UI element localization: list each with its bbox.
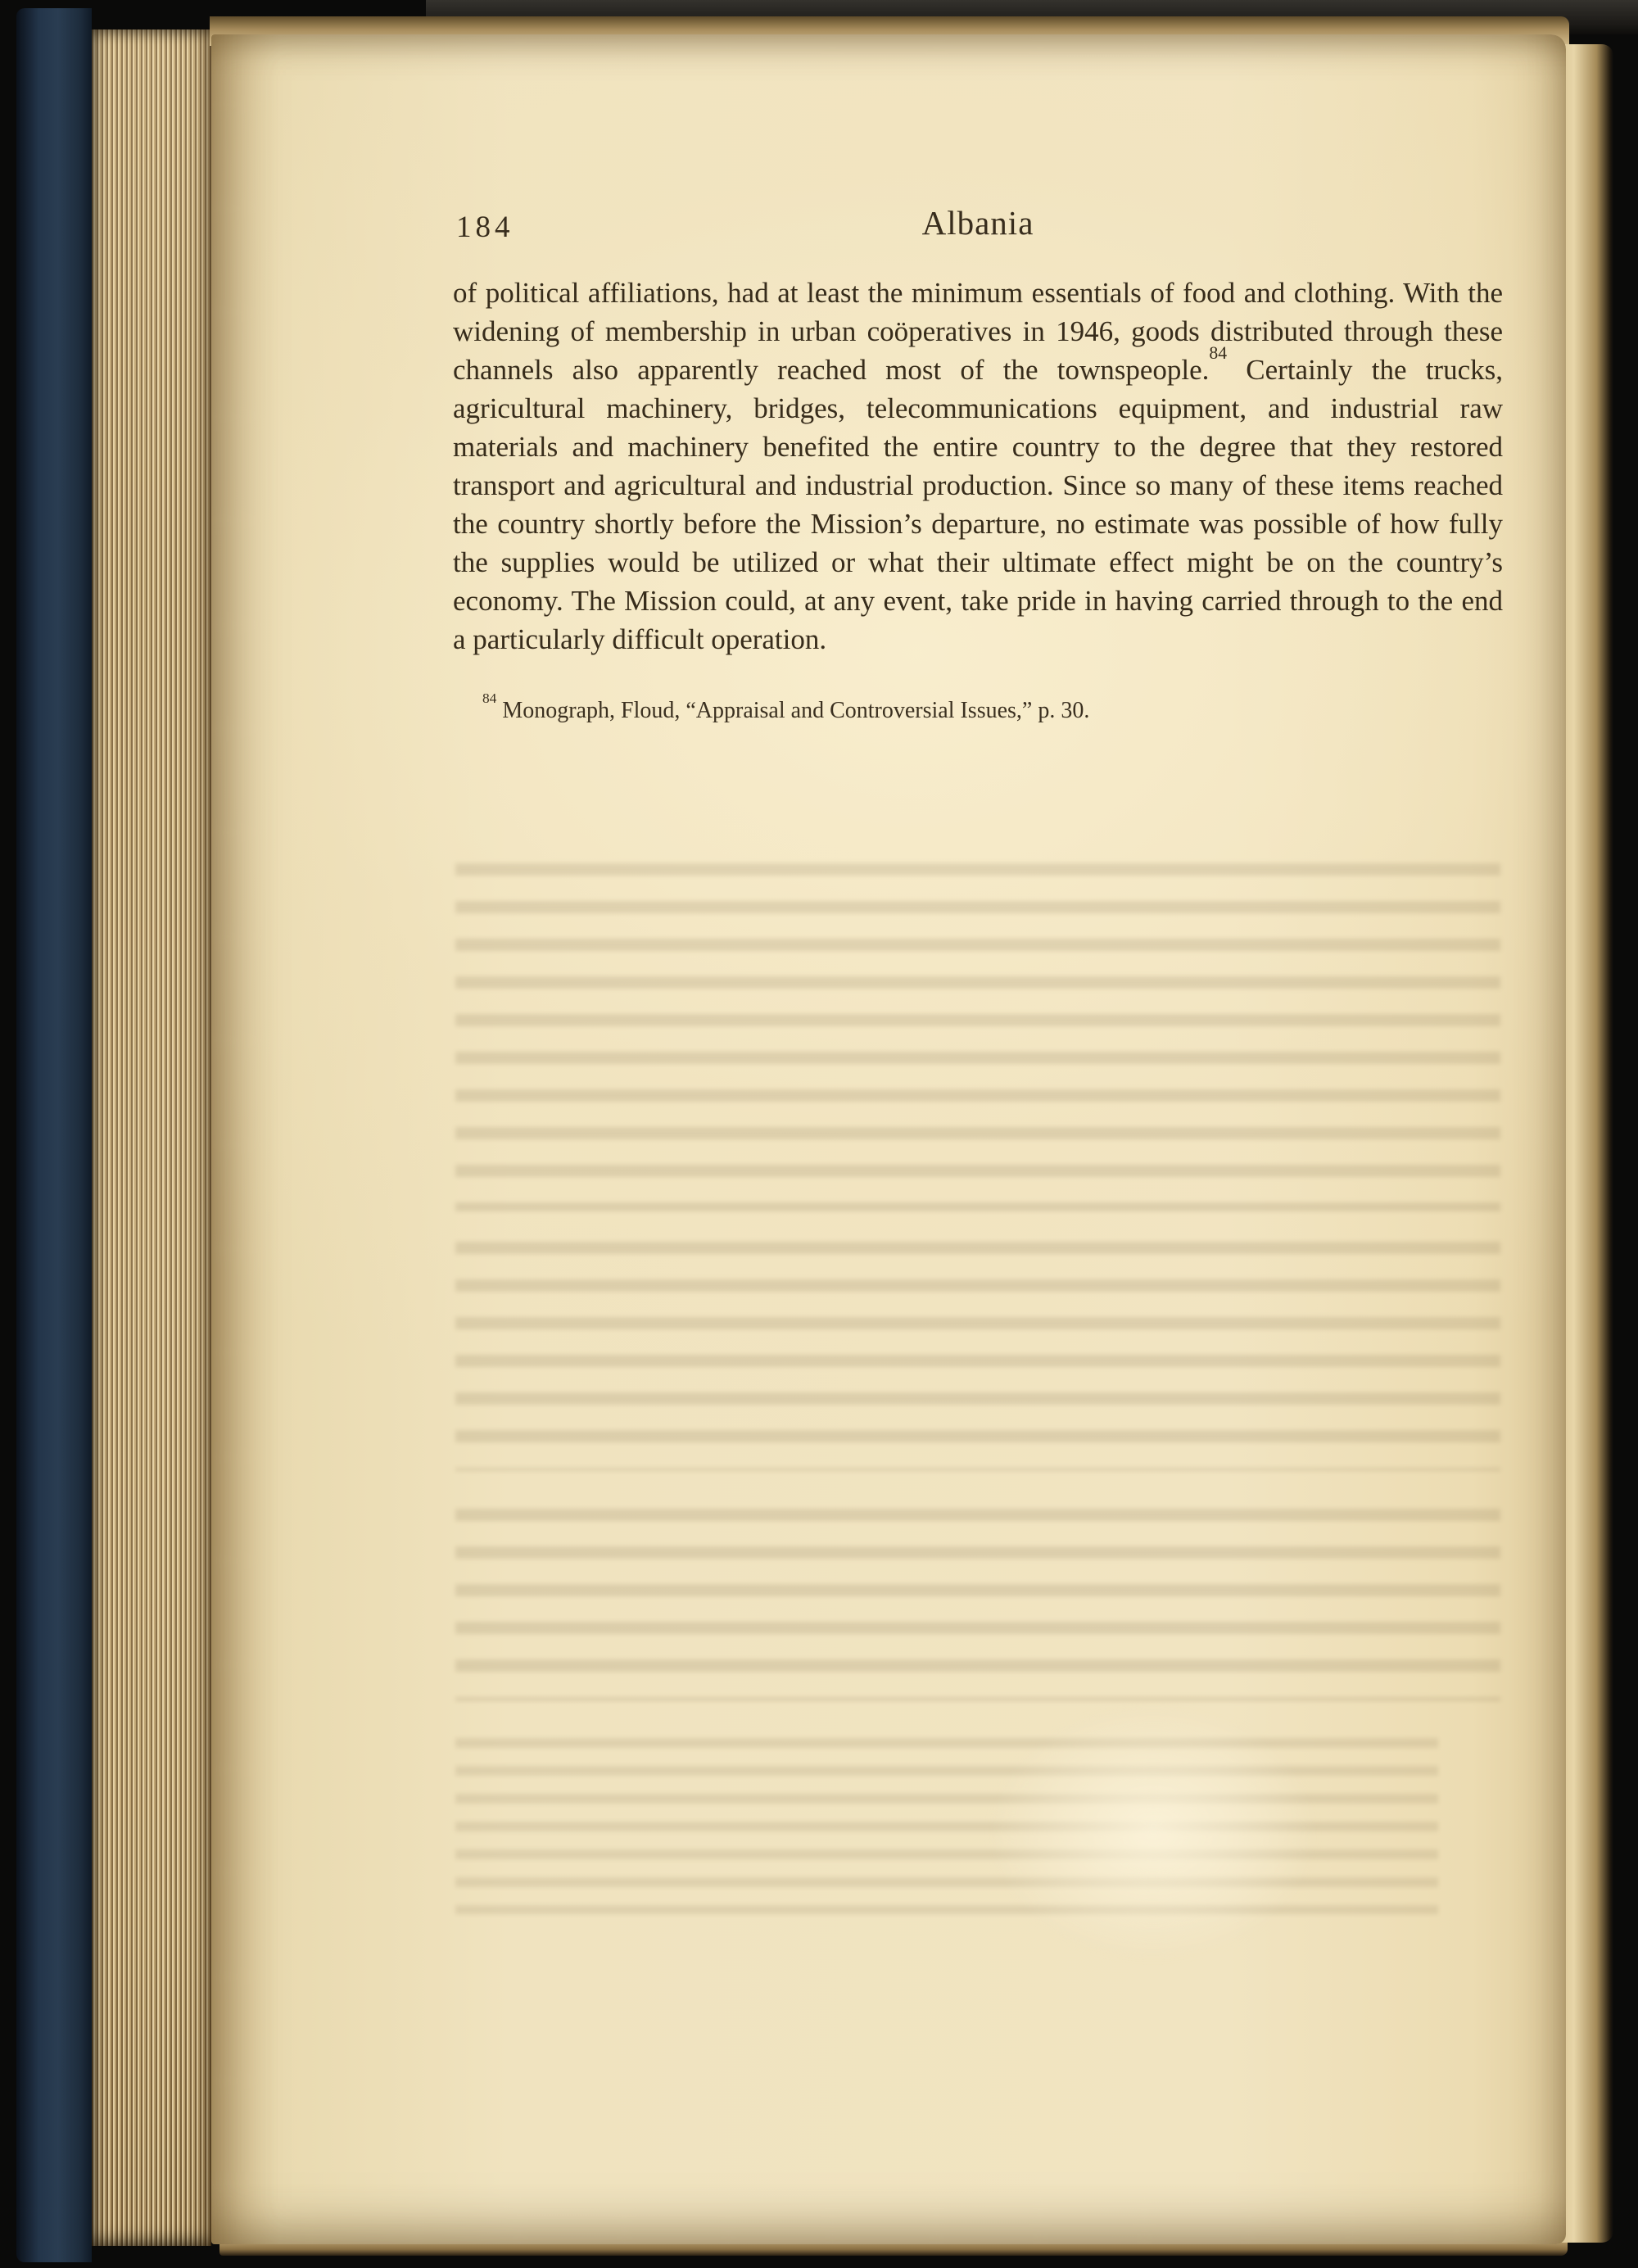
page-edges-left [92, 29, 211, 2246]
footnote-number: 84 [482, 690, 497, 706]
bleedthrough-footnotes [455, 1738, 1438, 1914]
footnote-reference-mark: 84 [1209, 343, 1228, 364]
book-page [211, 34, 1566, 2244]
bleedthrough-paragraph [455, 1509, 1500, 1701]
footnote-text: Monograph, Floud, “Appraisal and Controversial Issues,” p. 30. [496, 698, 1090, 723]
text-block [453, 204, 1503, 726]
footnote [453, 690, 1503, 726]
page-header [453, 204, 1503, 254]
page-number: 184 [456, 211, 514, 244]
page-discoloration [989, 1705, 1317, 1959]
bleedthrough-paragraph [455, 863, 1500, 1211]
body-text-before-ref: of political affiliations, had at least the minimum essentials of food and clothing. With the widening of membership in urban coöperatives in 1946, goods distributed through these channels also apparently reached most of the townspeople. [453, 277, 1503, 386]
body-text-after-ref: Certainly the trucks, agricultural machinery, bridges, telecommunications equipment, and industrial raw materials and machinery benefited the entire country to the degree that they restored transport and agricultural and industrial production. Since so many of these items reached the country shortly before the Mission’s departure, no estimate was possible of how fully the supplies would be utilized or what their ultimate effect might be on the country’s economy. The Mission could, at any event, take pride in having carried through to the end a particularly difficult operation. [453, 354, 1503, 655]
bleedthrough-paragraph [455, 1242, 1500, 1471]
running-title: Albania [921, 204, 1034, 242]
book-cover-spine [16, 8, 92, 2262]
bleedthrough-text [455, 863, 1500, 1928]
body-paragraph [453, 274, 1503, 659]
